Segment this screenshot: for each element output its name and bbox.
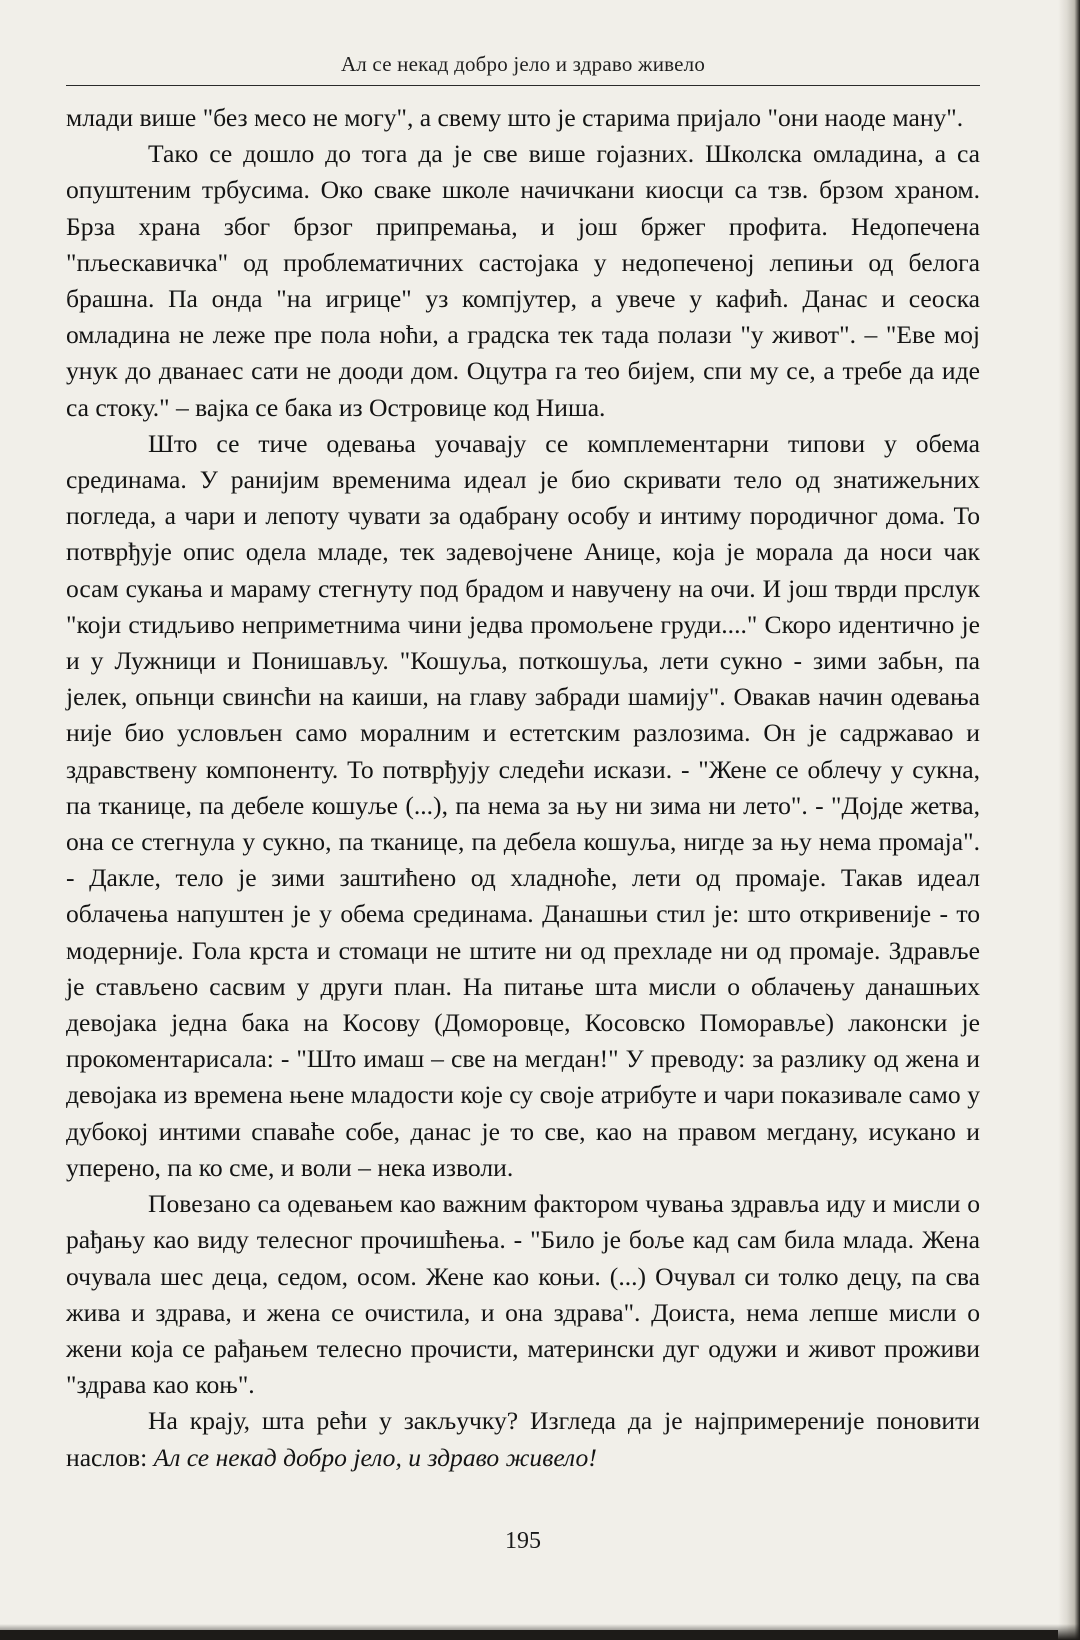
- paragraph-conclusion: [66, 1403, 980, 1475]
- body-text: [66, 100, 980, 1476]
- paragraph-continued: млади више "без месо не могу", а свему што је старима пријало "они наоде ману".: [66, 103, 964, 132]
- page-number: 195: [505, 1528, 541, 1554]
- header-rule: [66, 85, 980, 86]
- paragraph-childbirth: Повезано са одевањем као важним фактором чувања здравља иду и мисли о рађању као виду телесног прочишћења. - "Било је боље кад сам била млада. Жена очувала шес деца, седом, осом. Жене као коњи. (...) Очувал си толко децу, па сва жива и здрава, и жена се очистила, и она здрава". Доиста, нема лепше мисли о жени која се рађањем телесно прочисти, матерински дуг одужи и живот проживи "здрава као коњ".: [66, 1189, 980, 1400]
- paragraph-clothing: Што се тиче одевања уочавају се комплементарни типови у обема срединама. У ранијим временима идеал је био скривати тело од знатижељних погледа, а чари и лепоту чувати за одабрану особу и интиму породичног дома. То потврђује опис одела младе, тек задевојчене Анице, која је морала да носи чак осам сукања и мараму стегнуту под брадом и навучену на очи. И још тврди прслук "који стидљиво неприметнима чини једва промољене груди...." Скоро идентично је и у Лужници и Понишављу. "Кошуља, поткошуља, лети сукно - зими забьн, па јелек, опьнци свинсћи на каиши, на главу забради шамију". Овакав начин одевања није био условљен само моралним и естетским разлозима. Он је садржавао и здравствену компоненту. То потврђују следећи искази. - "Жене се облечу у сукна, па тканице, па дебеле кошуље (...), па нема за њу ни зима ни лето". - "Дојде жетва, она се стегнула у сукно, па тканице, па дебела кошуља, нигде за њу нема промаја". - Дакле, тело је зими заштићено од хладноће, лети од промаје. Такав идеал облачења напуштен је у обема срединама. Данашњи стил је: што откривеније - то модерније. Гола крста и стомаци не штите ни од прехладе ни од промаје. Здравље је стављено сасвим у други план. На питање шта мисли о облачењу данашњих девојака једна бака на Косову (Доморовце, Косовско Поморавље) лаконски је прокоментарисала: - "Што имаш – све на мегдан!" У преводу: за разлику од жена и девојака из времена њене младости које су своје атрибуте и чари показивале само у дубокој интими спаваће собе, данас је то све, као на правом мегдану, исукано и уперено, па ко сме, и воли – нека изволи.: [66, 428, 980, 1182]
- running-head: Ал се некад добро јело и здраво живело: [340, 52, 706, 76]
- bottom-edge-shadow: [0, 1624, 1080, 1640]
- conclusion-text: На крају, шта рећи у закључку? Изгледа да је најпримереније поновити наслов:: [66, 1406, 980, 1472]
- conclusion-title-italic: Ал се некад добро јело, и здраво живело!: [153, 1442, 597, 1472]
- paragraph-obesity: Тако се дошло до тога да је све више гојазних. Школска омладина, а са опуштеним трбусима. Око сваке школе начичкани киосци са тзв. брзом храном. Брза храна због брзог припремања, и још бржег профита. Недопечена "пљескавичка" од проблематичних састојака у недопеченој лепињи од белога брашна. Па онда "на игрице" уз компјутер, а увече у кафић. Данас и сеоска омладина не леже пре пола ноћи, а градска тек тада полази "у живот". – "Еве мој унук до дванаес сати не дооди дом. Оцутра га тео бијем, спи му се, а требе да иде са стоку." – вајка се бака из Островице код Ниша.: [66, 139, 980, 422]
- page-edge-shadow: [1058, 0, 1080, 1640]
